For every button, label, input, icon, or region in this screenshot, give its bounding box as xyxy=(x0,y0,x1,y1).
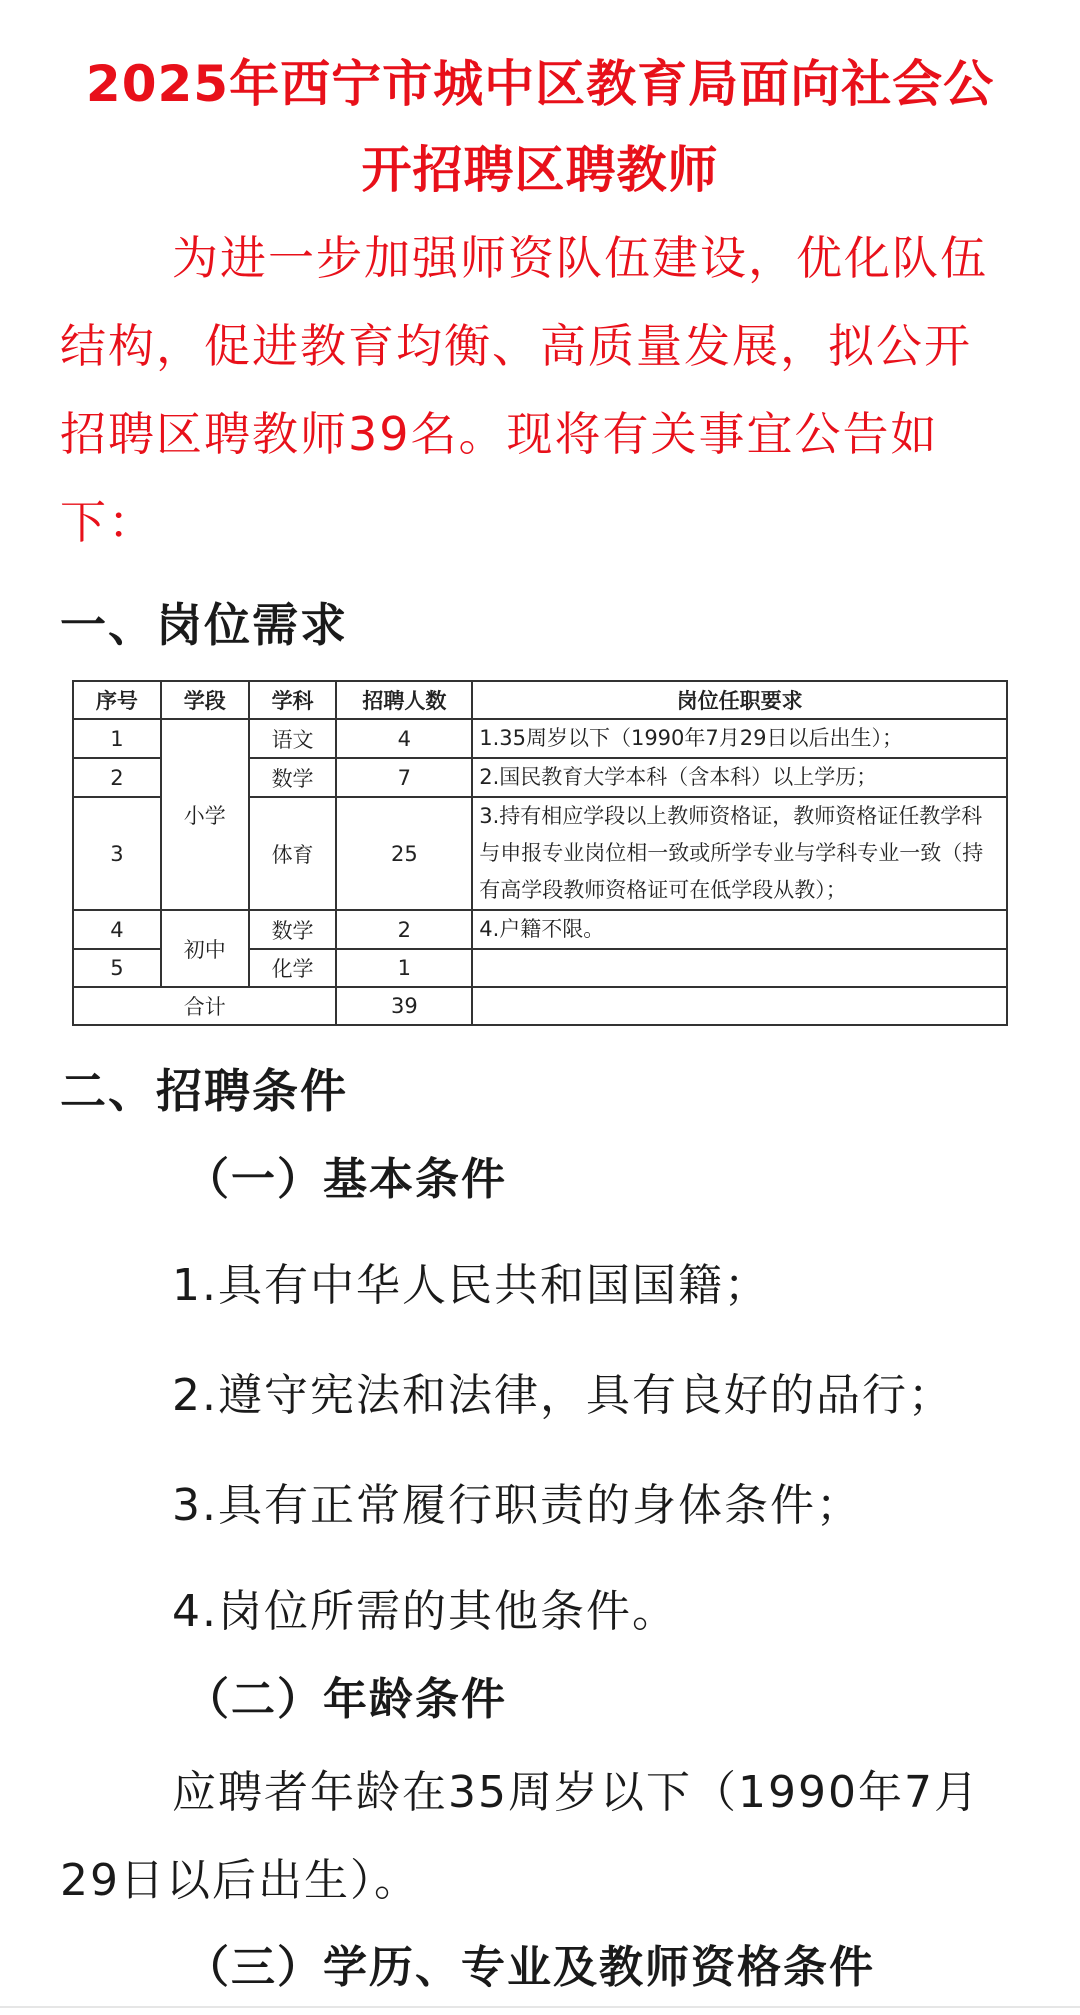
section-heading-positions: 一、岗位需求 xyxy=(60,598,348,652)
subject-cell: 数学 xyxy=(249,910,337,949)
row-number: 3 xyxy=(73,797,161,910)
requirement-cell: 1.35周岁以下（1990年7月29日以后出生）； xyxy=(472,719,1007,758)
page-title-line-1: 2025年西宁市城中区教育局面向社会公 xyxy=(85,55,995,113)
count-cell: 25 xyxy=(336,797,472,910)
total-count: 39 xyxy=(336,987,472,1025)
requirement-cell: 2.国民教育大学本科（含本科）以上学历； xyxy=(472,758,1007,797)
table-header-cell: 招聘人数 xyxy=(336,681,472,719)
table-header-cell: 序号 xyxy=(73,681,161,719)
row-number: 2 xyxy=(73,758,161,797)
table-header-cell: 学科 xyxy=(249,681,337,719)
condition-item: 4.岗位所需的其他条件。 xyxy=(172,1586,678,1637)
subheading-basic: （一）基本条件 xyxy=(185,1154,507,1205)
row-number: 4 xyxy=(73,910,161,949)
requirement-cell: 4.户籍不限。 xyxy=(472,910,1007,949)
table-total-row xyxy=(73,987,1007,1025)
intro-line-2: 结构，促进教育均衡、高质量发展，拟公开 xyxy=(60,319,972,373)
row-number: 5 xyxy=(73,949,161,987)
stage-cell: 小学 xyxy=(161,719,249,910)
subject-cell: 语文 xyxy=(249,719,337,758)
condition-item: 2.遵守宪法和法律，具有良好的品行； xyxy=(172,1370,954,1421)
subheading-education: （三）学历、专业及教师资格条件 xyxy=(185,1942,875,1993)
condition-item: 3.具有正常履行职责的身体条件； xyxy=(172,1480,862,1531)
count-cell: 1 xyxy=(336,949,472,987)
intro-line-3: 招聘区聘教师39名。现将有关事宜公告如 xyxy=(60,407,939,461)
condition-item: 1.具有中华人民共和国国籍； xyxy=(172,1260,770,1311)
age-text-line-1: 应聘者年龄在35周岁以下（1990年7月 xyxy=(172,1767,980,1818)
positions-table xyxy=(72,680,1008,1026)
table-row xyxy=(73,910,1007,949)
table-header-cell: 岗位任职要求 xyxy=(472,681,1007,719)
total-label: 合计 xyxy=(73,987,336,1025)
stage-cell: 初中 xyxy=(161,910,249,987)
count-cell: 4 xyxy=(336,719,472,758)
subheading-age: （二）年龄条件 xyxy=(185,1674,507,1725)
row-number: 1 xyxy=(73,719,161,758)
page-title-line-2: 开招聘区聘教师 xyxy=(361,141,719,199)
table-header-cell: 学段 xyxy=(161,681,249,719)
count-cell: 2 xyxy=(336,910,472,949)
count-cell: 7 xyxy=(336,758,472,797)
requirement-line: 有高学段教师资格证可在低学段从教）； xyxy=(479,878,847,902)
requirement-cell xyxy=(472,949,1007,987)
total-empty-cell xyxy=(472,987,1007,1025)
intro-line-1: 为进一步加强师资队伍建设，优化队伍 xyxy=(172,231,988,285)
requirement-line: 3.持有相应学段以上教师资格证，教师资格证任教学科 xyxy=(479,804,983,828)
intro-line-4: 下： xyxy=(60,495,156,549)
subject-cell: 体育 xyxy=(249,797,337,910)
requirement-line: 与申报专业岗位相一致或所学专业与学科专业一致（持 xyxy=(479,841,984,865)
age-text-line-2: 29日以后出生）。 xyxy=(60,1855,420,1906)
subject-cell: 化学 xyxy=(249,949,337,987)
table-row xyxy=(73,719,1007,758)
requirement-cell xyxy=(472,797,1007,910)
section-heading-conditions: 二、招聘条件 xyxy=(60,1064,348,1118)
table-header-row xyxy=(73,681,1007,719)
subject-cell: 数学 xyxy=(249,758,337,797)
page-divider xyxy=(0,2006,1080,2008)
